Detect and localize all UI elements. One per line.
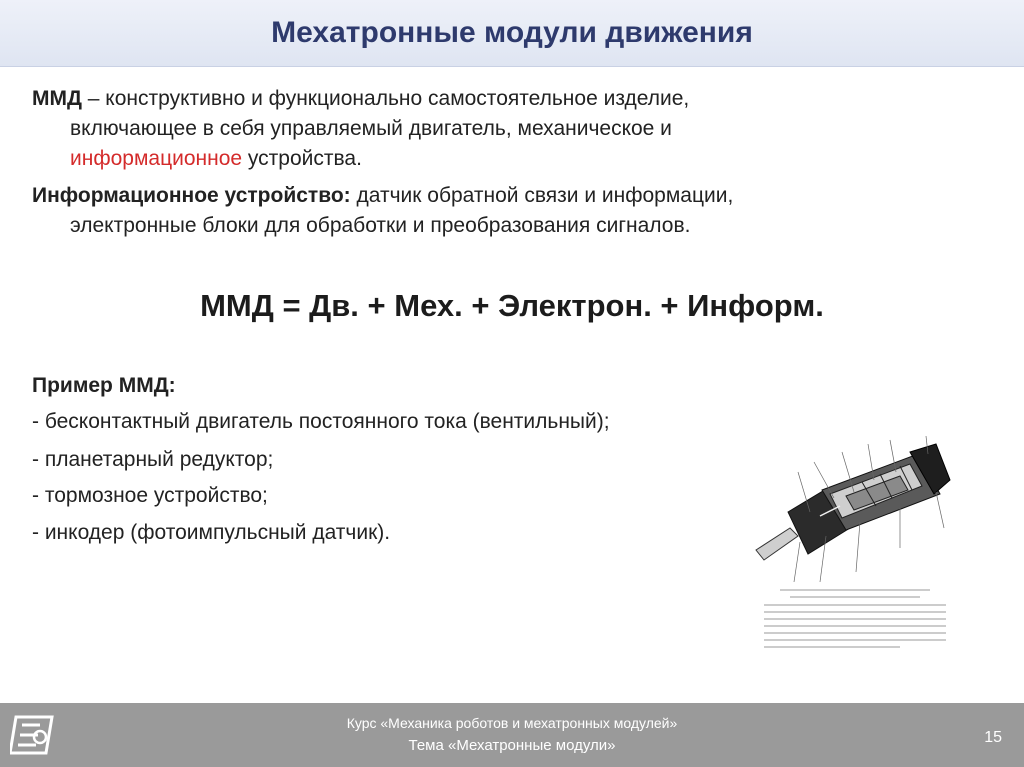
definition-line-1-text: – конструктивно и функционально самостоятельное изделие, xyxy=(81,87,690,110)
definition-line-3 xyxy=(32,144,689,174)
info-device-term: Информационное устройство: xyxy=(32,184,351,207)
definition-line-3-text: устройства. xyxy=(242,147,362,170)
info-device-line-1 xyxy=(32,184,733,207)
info-device-line-2: электронные блоки для обработки и преобразования сигналов. xyxy=(70,214,691,237)
info-device-paragraph xyxy=(32,181,733,241)
definition-line-2: включающее в себя управляемый двигатель, механическое и xyxy=(70,117,672,140)
page-number: 15 xyxy=(984,729,1002,746)
slide-title: Мехатронные модули движения xyxy=(271,16,753,49)
definition-term: ММД xyxy=(32,87,82,110)
mmd-formula: ММД = Дв. + Мех. + Электрон. + Информ. xyxy=(200,288,824,323)
example-item: - бесконтактный двигатель постоянного тока (вентильный); xyxy=(32,410,610,433)
definition-highlight: информационное xyxy=(70,147,243,170)
definition-paragraph xyxy=(32,84,689,174)
footer-bar xyxy=(0,703,1024,767)
example-item: - инкодер (фотоимпульсный датчик). xyxy=(32,521,391,544)
example-item: - тормозное устройство; xyxy=(32,484,268,507)
footer-course: Курс «Механика роботов и мехатронных модулей» xyxy=(346,715,678,731)
mechatronic-module-diagram xyxy=(750,432,960,654)
example-title: Пример ММД: xyxy=(32,374,176,397)
definition-line-1 xyxy=(32,87,689,110)
footer-topic: Тема «Мехатронные модули» xyxy=(408,737,616,754)
example-item: - планетарный редуктор; xyxy=(32,448,274,471)
info-device-line-1-text: датчик обратной связи и информации, xyxy=(350,184,734,207)
